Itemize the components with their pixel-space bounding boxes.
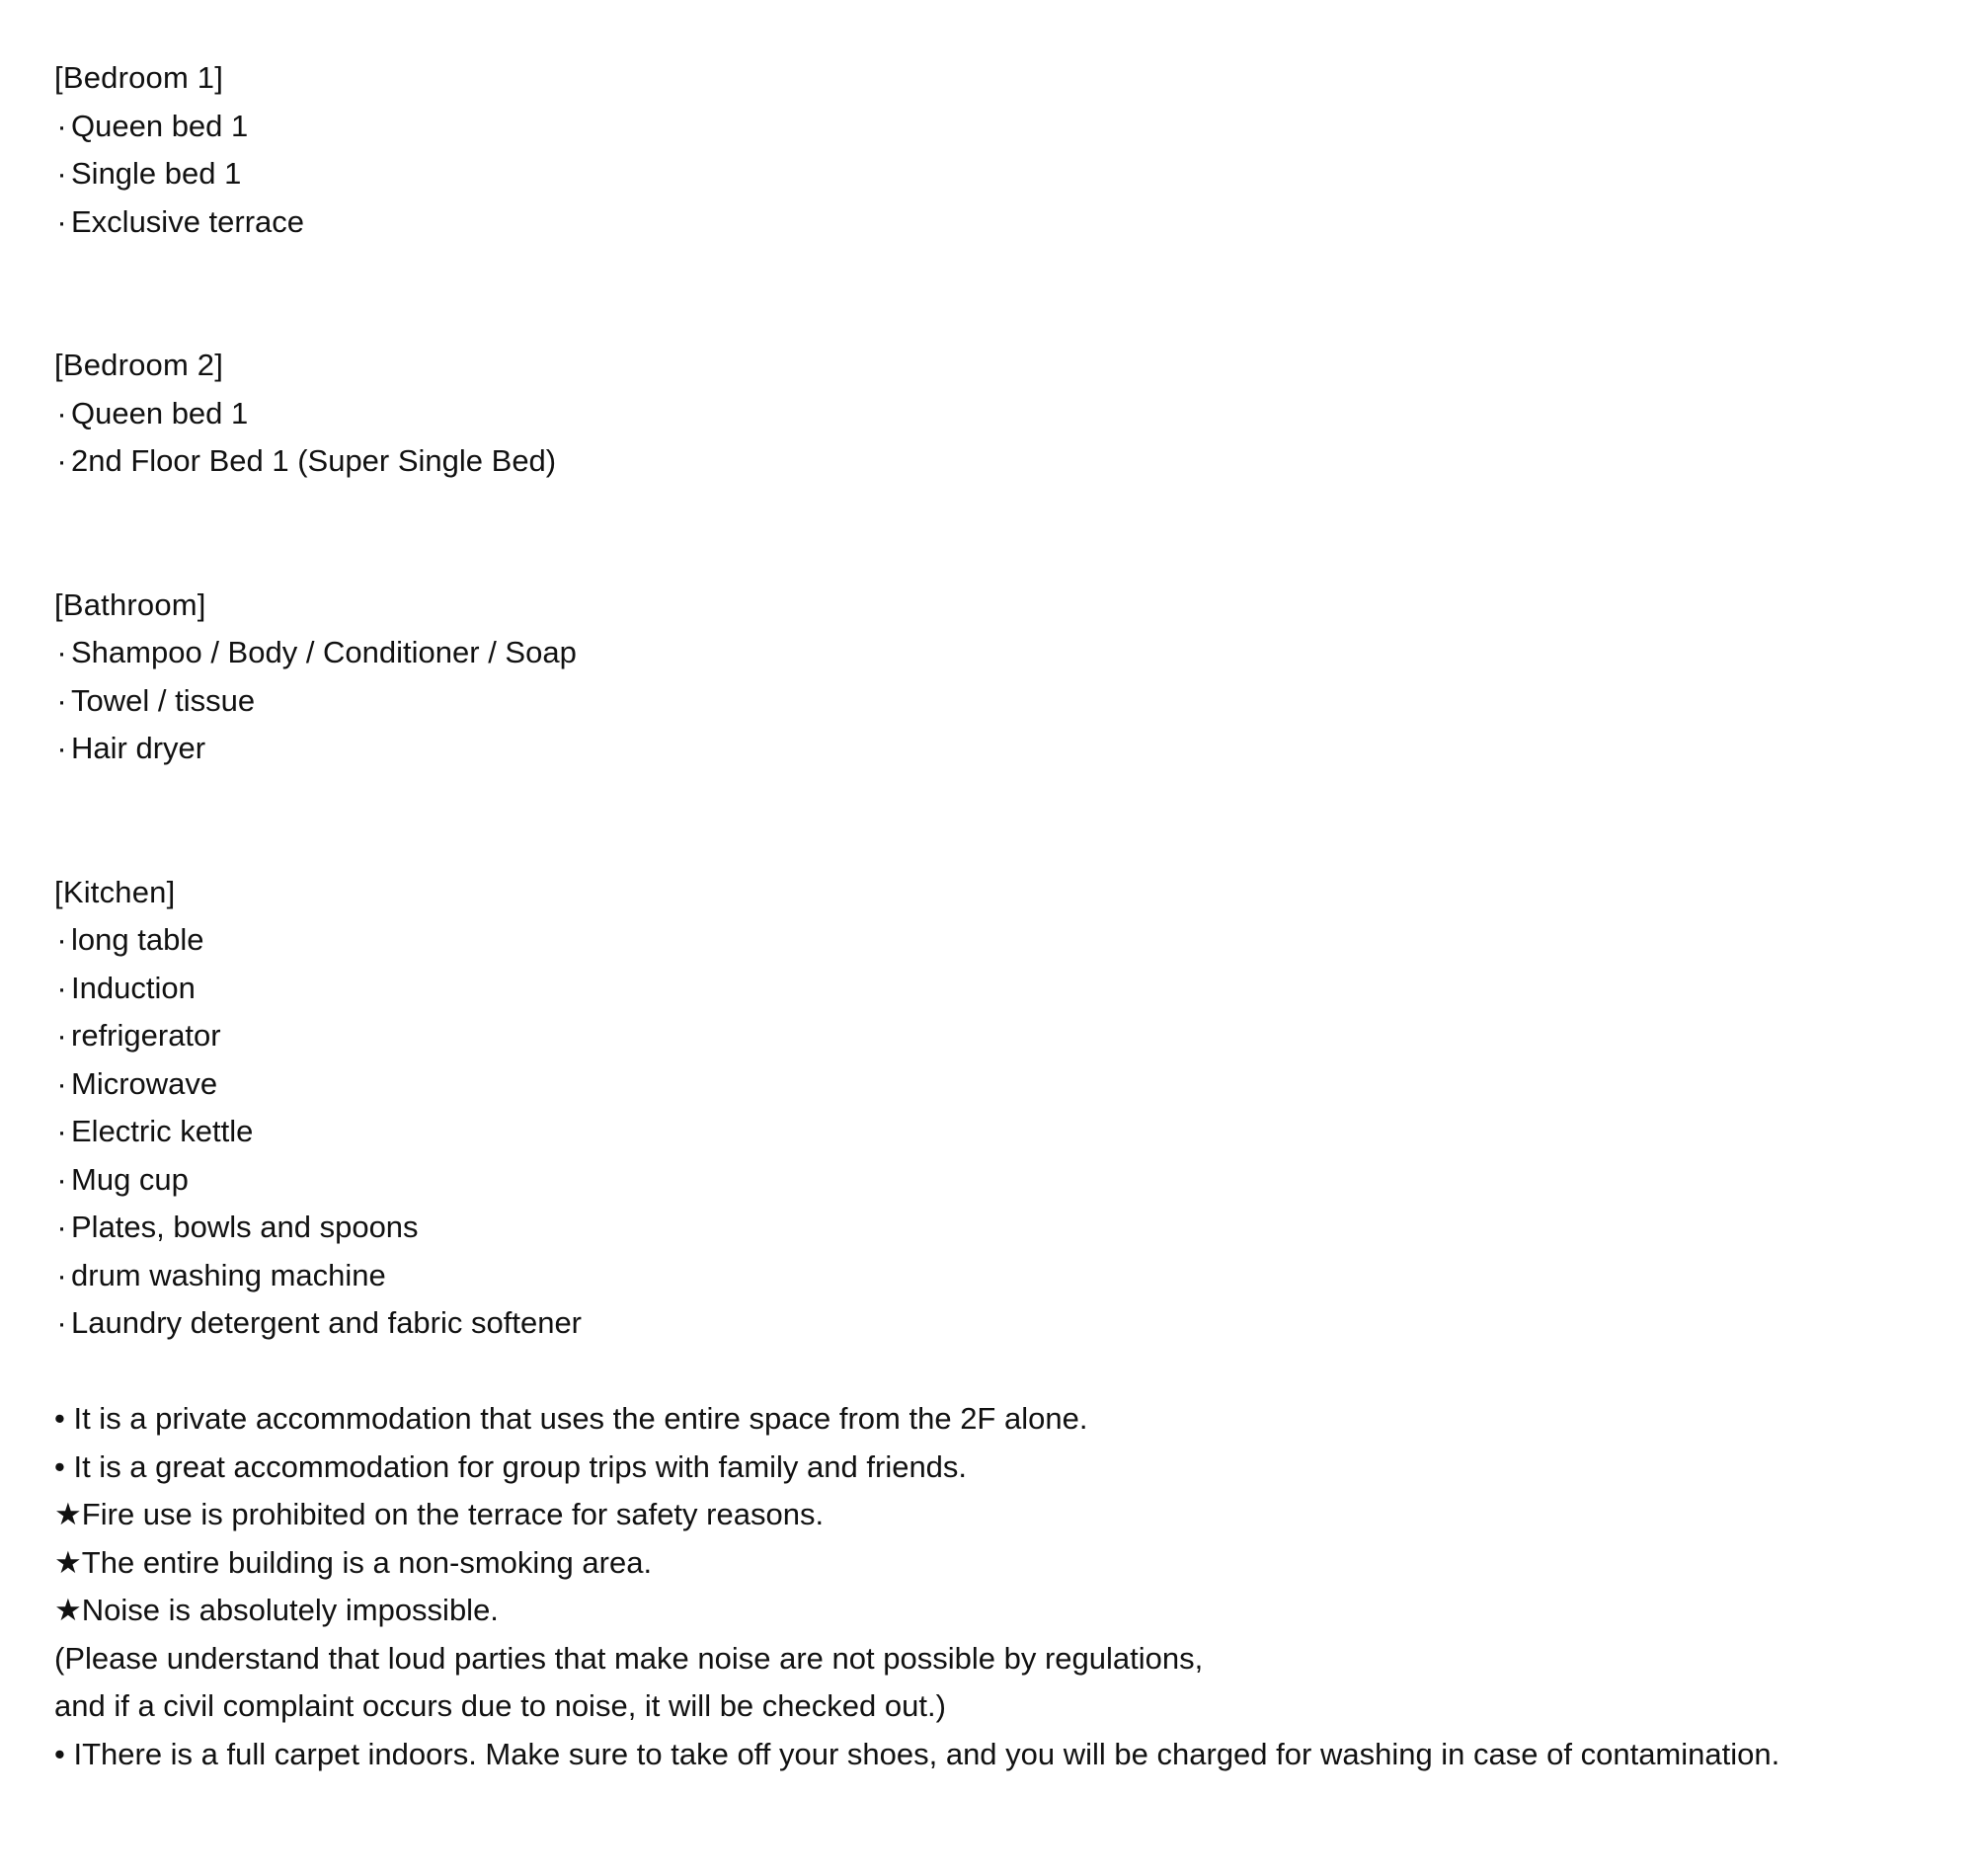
list-item: · Laundry detergent and fabric softener xyxy=(54,1299,1931,1348)
section-heading: [Bedroom 1] xyxy=(54,60,224,95)
spacer xyxy=(54,773,1931,869)
list-item: · Induction xyxy=(54,965,1931,1013)
list-item: · Towel / tissue xyxy=(54,677,1931,726)
note-line: ★Noise is absolutely impossible. xyxy=(54,1593,499,1627)
list-item: · Queen bed 1 xyxy=(54,390,1931,438)
spacer xyxy=(54,1348,1931,1396)
section-heading: [Kitchen] xyxy=(54,874,176,909)
note-line: (Please understand that loud parties that make noise are not possible by regulations, xyxy=(54,1640,1204,1676)
note-line: ★Fire use is prohibited on the terrace for safety reasons. xyxy=(54,1497,825,1531)
list-item: · long table xyxy=(54,916,1931,965)
list-item: · 2nd Floor Bed 1 (Super Single Bed) xyxy=(54,437,1931,486)
section-heading: [Bedroom 2] xyxy=(54,348,224,382)
section-bathroom xyxy=(54,582,1931,773)
note-line: • It is a private accommodation that uses the entire space from the 2F alone. xyxy=(54,1401,1088,1436)
list-item: · refrigerator xyxy=(54,1012,1931,1060)
list-item: · drum washing machine xyxy=(54,1252,1931,1300)
section-bedroom-1 xyxy=(54,54,1931,246)
note-line: and if a civil complaint occurs due to noise, it will be checked out.) xyxy=(54,1688,946,1723)
list-item: · Shampoo / Body / Conditioner / Soap xyxy=(54,629,1931,677)
section-heading: [Bathroom] xyxy=(54,586,206,622)
note-line: • IThere is a full carpet indoors. Make sure to take off your shoes, and you will be charged for washing in case of contamination. xyxy=(54,1736,1780,1771)
notes-section xyxy=(54,1395,1931,1778)
list-item: · Exclusive terrace xyxy=(54,198,1931,247)
list-item: · Mug cup xyxy=(54,1156,1931,1205)
list-item: · Plates, bowls and spoons xyxy=(54,1204,1931,1252)
list-item: · Hair dryer xyxy=(54,725,1931,773)
list-item: · Electric kettle xyxy=(54,1108,1931,1156)
spacer xyxy=(54,486,1931,582)
note-line: ★The entire building is a non-smoking area. xyxy=(54,1544,653,1580)
section-kitchen xyxy=(54,869,1931,1348)
list-item: · Single bed 1 xyxy=(54,150,1931,198)
list-item: · Microwave xyxy=(54,1060,1931,1109)
list-item: · Queen bed 1 xyxy=(54,103,1931,151)
spacer xyxy=(54,246,1931,342)
amenities-document xyxy=(54,54,1931,1778)
section-bedroom-2 xyxy=(54,342,1931,486)
note-line: • It is a great accommodation for group trips with family and friends. xyxy=(54,1448,968,1484)
